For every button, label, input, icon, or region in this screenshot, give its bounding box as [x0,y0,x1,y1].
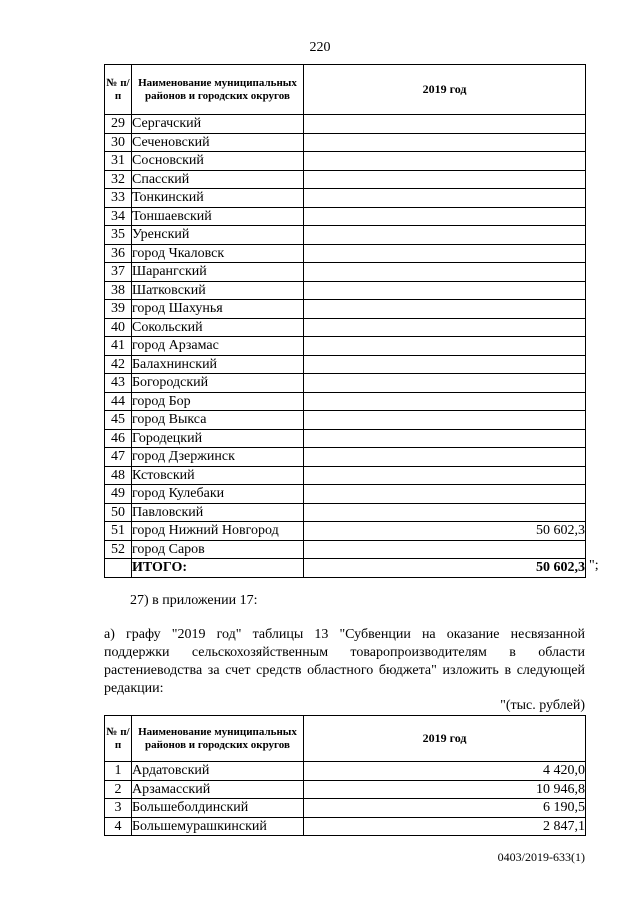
row-number: 51 [105,522,132,541]
row-number: 2 [105,780,132,799]
district-name: Сеченовский [132,133,304,152]
table-row [105,355,586,374]
value-2019 [304,374,586,393]
unit-label: "(тыс. рублей) [500,698,585,713]
row-number: 44 [105,392,132,411]
value-2019 [304,429,586,448]
table-row [105,466,586,485]
total-empty-cell [105,559,132,578]
table-row [105,374,586,393]
district-name: Спасский [132,170,304,189]
value-2019 [304,318,586,337]
district-name: Большемурашкинский [132,817,304,836]
table-row [105,429,586,448]
value-2019 [304,466,586,485]
district-name: Кстовский [132,466,304,485]
row-number: 41 [105,337,132,356]
value-2019 [304,207,586,226]
row-number: 36 [105,244,132,263]
value-2019 [304,485,586,504]
table-row [105,522,586,541]
row-number: 42 [105,355,132,374]
amendment-item-27: 27) в приложении 17: [130,593,258,608]
subsidy-table-continued [104,64,586,578]
district-name: Сергачский [132,115,304,134]
row-number: 37 [105,263,132,282]
district-name: Тонкинский [132,189,304,208]
district-name: город Дзержинск [132,448,304,467]
value-2019 [304,263,586,282]
header-number: № п/п [105,65,132,115]
table-row [105,263,586,282]
row-number: 40 [105,318,132,337]
row-number: 50 [105,503,132,522]
district-name: Сокольский [132,318,304,337]
row-number: 39 [105,300,132,319]
table-row [105,170,586,189]
table-row [105,133,586,152]
district-name: Шатковский [132,281,304,300]
header-name: Наименование муниципальных районов и городских округов [132,65,304,115]
row-number: 31 [105,152,132,171]
value-2019 [304,337,586,356]
district-name: Ардатовский [132,762,304,781]
header-2019: 2019 год [304,65,586,115]
row-number: 38 [105,281,132,300]
table-row [105,115,586,134]
district-name: город Арзамас [132,337,304,356]
row-number: 52 [105,540,132,559]
header-name: Наименование муниципальных районов и городских округов [132,716,304,762]
table-row [105,337,586,356]
district-name: Арзамасский [132,780,304,799]
row-number: 34 [105,207,132,226]
value-2019: 2 847,1 [304,817,586,836]
district-name: город Кулебаки [132,485,304,504]
value-2019 [304,392,586,411]
header-2019: 2019 год [304,716,586,762]
table-row [105,152,586,171]
row-number: 43 [105,374,132,393]
value-2019 [304,189,586,208]
row-number: 4 [105,817,132,836]
table-row [105,780,586,799]
document-code: 0403/2019-633(1) [497,850,585,864]
district-name: Богородский [132,374,304,393]
table-row [105,540,586,559]
district-name: Павловский [132,503,304,522]
row-number: 45 [105,411,132,430]
value-2019 [304,355,586,374]
district-name: Тоншаевский [132,207,304,226]
table-row [105,392,586,411]
value-2019: 4 420,0 [304,762,586,781]
amendment-paragraph-a: а) графу "2019 год" таблицы 13 "Субвенции на оказание несвязанной поддержки сельскохозяйственным товаропроизводителям в области растениеводства за счет средств областного бюджета" изложить в следующей редакции: [104,627,585,696]
value-2019: 10 946,8 [304,780,586,799]
row-number: 30 [105,133,132,152]
table-row [105,281,586,300]
district-name: Шарангский [132,263,304,282]
value-2019 [304,152,586,171]
row-number: 32 [105,170,132,189]
total-value: 50 602,3 [304,559,586,578]
table-row [105,762,586,781]
table-row [105,817,586,836]
table-row [105,799,586,818]
value-2019 [304,244,586,263]
district-name: город Выкса [132,411,304,430]
table-row [105,207,586,226]
value-2019 [304,115,586,134]
row-number: 48 [105,466,132,485]
row-number: 33 [105,189,132,208]
value-2019 [304,226,586,245]
district-name: город Саров [132,540,304,559]
table-row [105,503,586,522]
row-number: 1 [105,762,132,781]
row-number: 49 [105,485,132,504]
table-row [105,226,586,245]
value-2019: 6 190,5 [304,799,586,818]
value-2019 [304,540,586,559]
table-13-subsidies [104,715,586,836]
total-row [105,559,586,578]
district-name: Большеболдинский [132,799,304,818]
table-row [105,300,586,319]
value-2019: 50 602,3 [304,522,586,541]
district-name: город Нижний Новгород [132,522,304,541]
closing-quote-mark: "; [589,558,599,573]
value-2019 [304,133,586,152]
row-number: 3 [105,799,132,818]
table-row [105,485,586,504]
row-number: 47 [105,448,132,467]
district-name: город Чкаловск [132,244,304,263]
table-row [105,244,586,263]
row-number: 35 [105,226,132,245]
value-2019 [304,170,586,189]
table-row [105,448,586,467]
page-number: 220 [309,40,331,55]
value-2019 [304,300,586,319]
value-2019 [304,281,586,300]
district-name: город Бор [132,392,304,411]
district-name: Сосновский [132,152,304,171]
table-row [105,318,586,337]
value-2019 [304,503,586,522]
header-number: № п/п [105,716,132,762]
row-number: 29 [105,115,132,134]
district-name: Городецкий [132,429,304,448]
district-name: Балахнинский [132,355,304,374]
row-number: 46 [105,429,132,448]
value-2019 [304,411,586,430]
table-row [105,189,586,208]
total-label: ИТОГО: [132,559,304,578]
table-row [105,411,586,430]
district-name: город Шахунья [132,300,304,319]
value-2019 [304,448,586,467]
district-name: Уренский [132,226,304,245]
